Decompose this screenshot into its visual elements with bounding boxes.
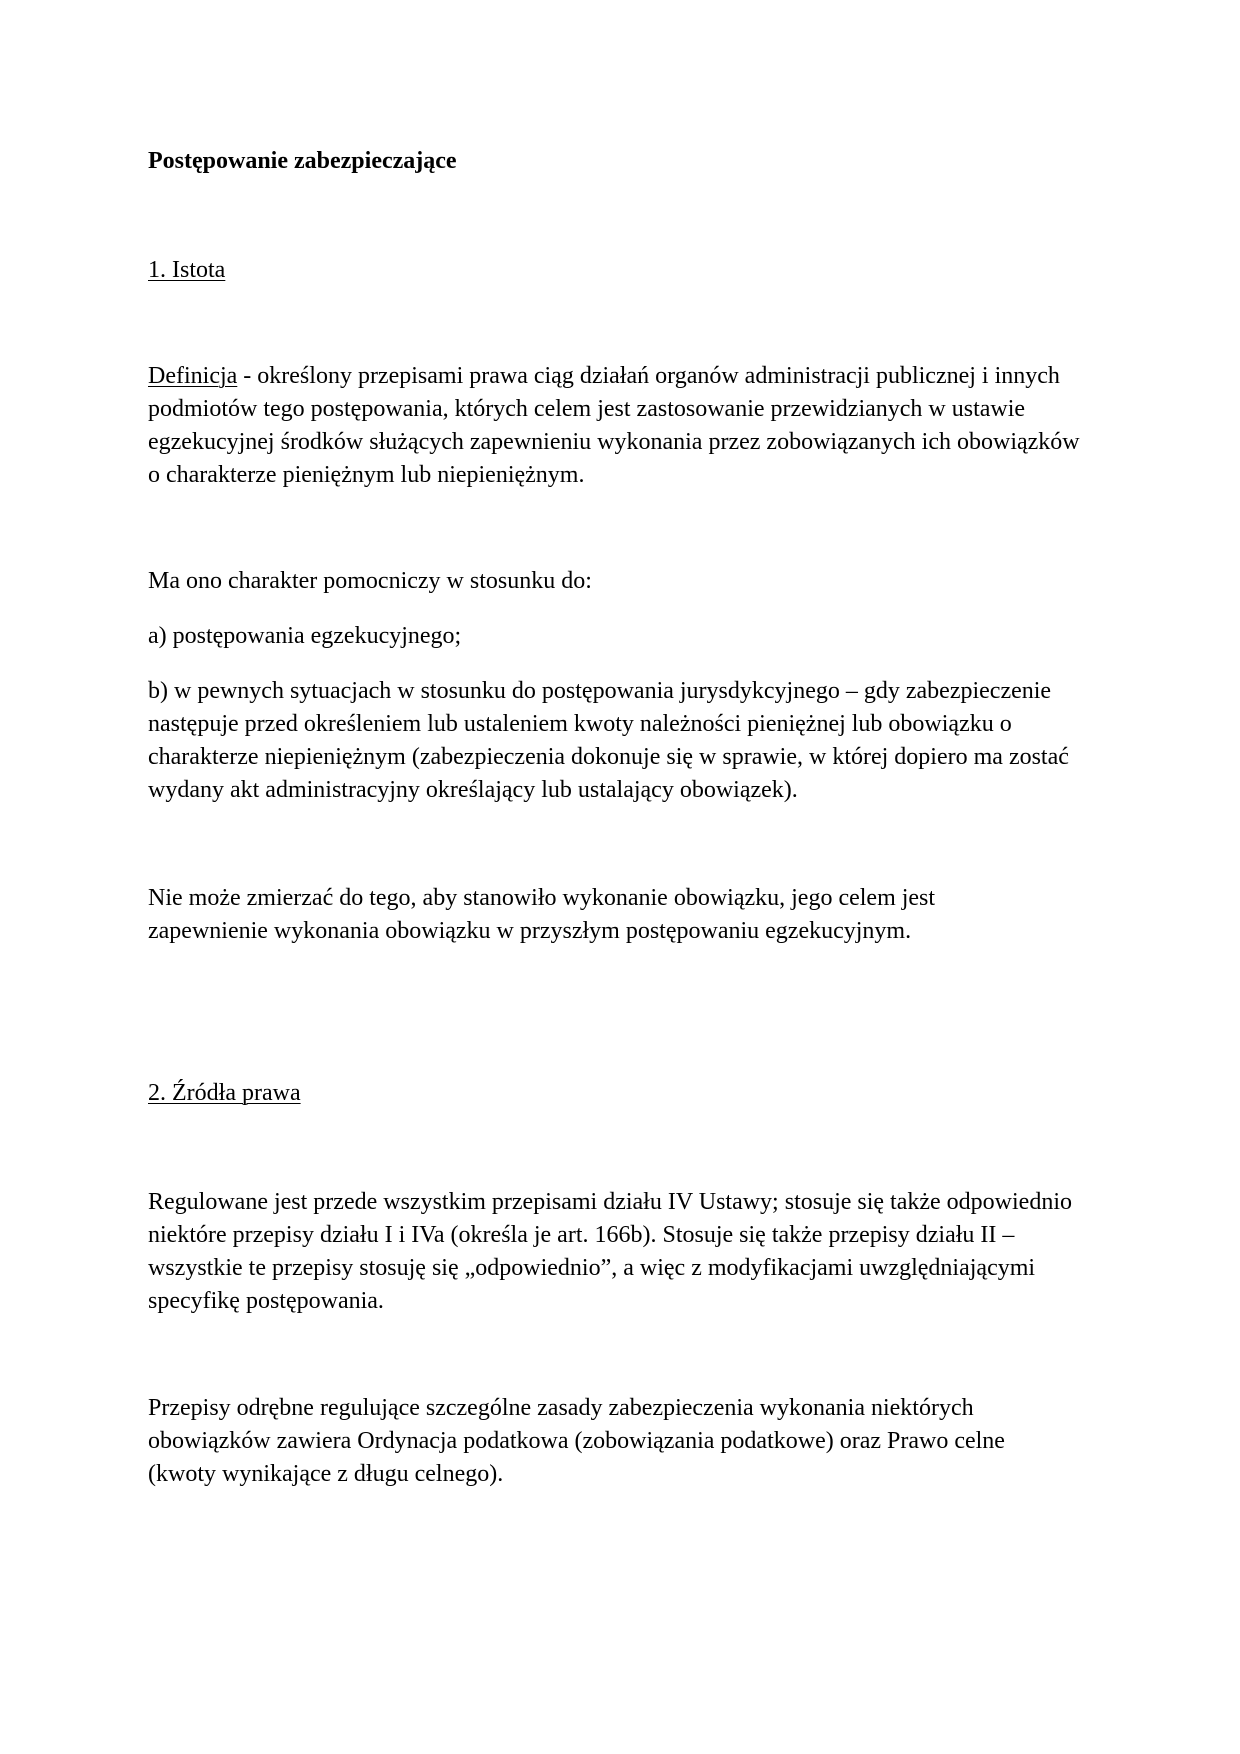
purpose-paragraph: Nie może zmierzać do tego, aby stanowiło wykonanie obowiązku, jego celem jest zapewnienie wykonania obowiązku w przyszłym postępowaniu egzekucyjnym. [148,885,936,944]
definition-text: - określony przepisami prawa ciąg działań organów administracji publicznej i innych podmiotów tego postępowania, których celem jest zastosowanie przewidzianych w ustawie egzekucyjnej środków służących zapewnieniu wykonania przez zobowiązanych ich obowiązków o charakterze pieniężnym lub niepieniężnym. [148,363,1080,488]
section-heading-zrodla-prawa: 2. Źródła prawa [148,1080,301,1106]
special-rules-paragraph: Przepisy odrębne regulujące szczególne zasady zabezpieczenia wykonania niektórych obowiązków zawiera Ordynacja podatkowa (zobowiązania podatkowe) oraz Prawo celne (kwoty wynikające z długu celnego). [148,1395,1005,1487]
list-item-a: a) postępowania egzekucyjnego; [148,623,462,649]
regulation-paragraph: Regulowane jest przede wszystkim przepisami działu IV Ustawy; stosuje się także odpowiednio niektóre przepisy działu I i IVa (określa je art. 166b). Stosuje się także przepisy działu II – wszystkie te przepisy stosuję się „odpowiednio”, a więc z modyfikacjami uwzględniającymi specyfikę postępowania. [148,1189,1072,1314]
definition-label: Definicja [148,363,238,389]
definition-paragraph [148,360,1083,492]
section-heading-istota: 1. Istota [148,257,226,283]
list-item-b: b) w pewnych sytuacjach w stosunku do postępowania jurysdykcyjnego – gdy zabezpieczenie następuje przed określeniem lub ustaleniem kwoty należności pieniężnej lub obowiązku o charakterze niepieniężnym (zabezpieczenia dokonuje się w sprawie, w której dopiero ma zostać wydany akt administracyjny określający lub ustalający obowiązek). [148,678,1069,803]
auxiliary-intro: Ma ono charakter pomocniczy w stosunku do: [148,568,592,594]
document-title: Postępowanie zabezpieczające [148,148,457,174]
